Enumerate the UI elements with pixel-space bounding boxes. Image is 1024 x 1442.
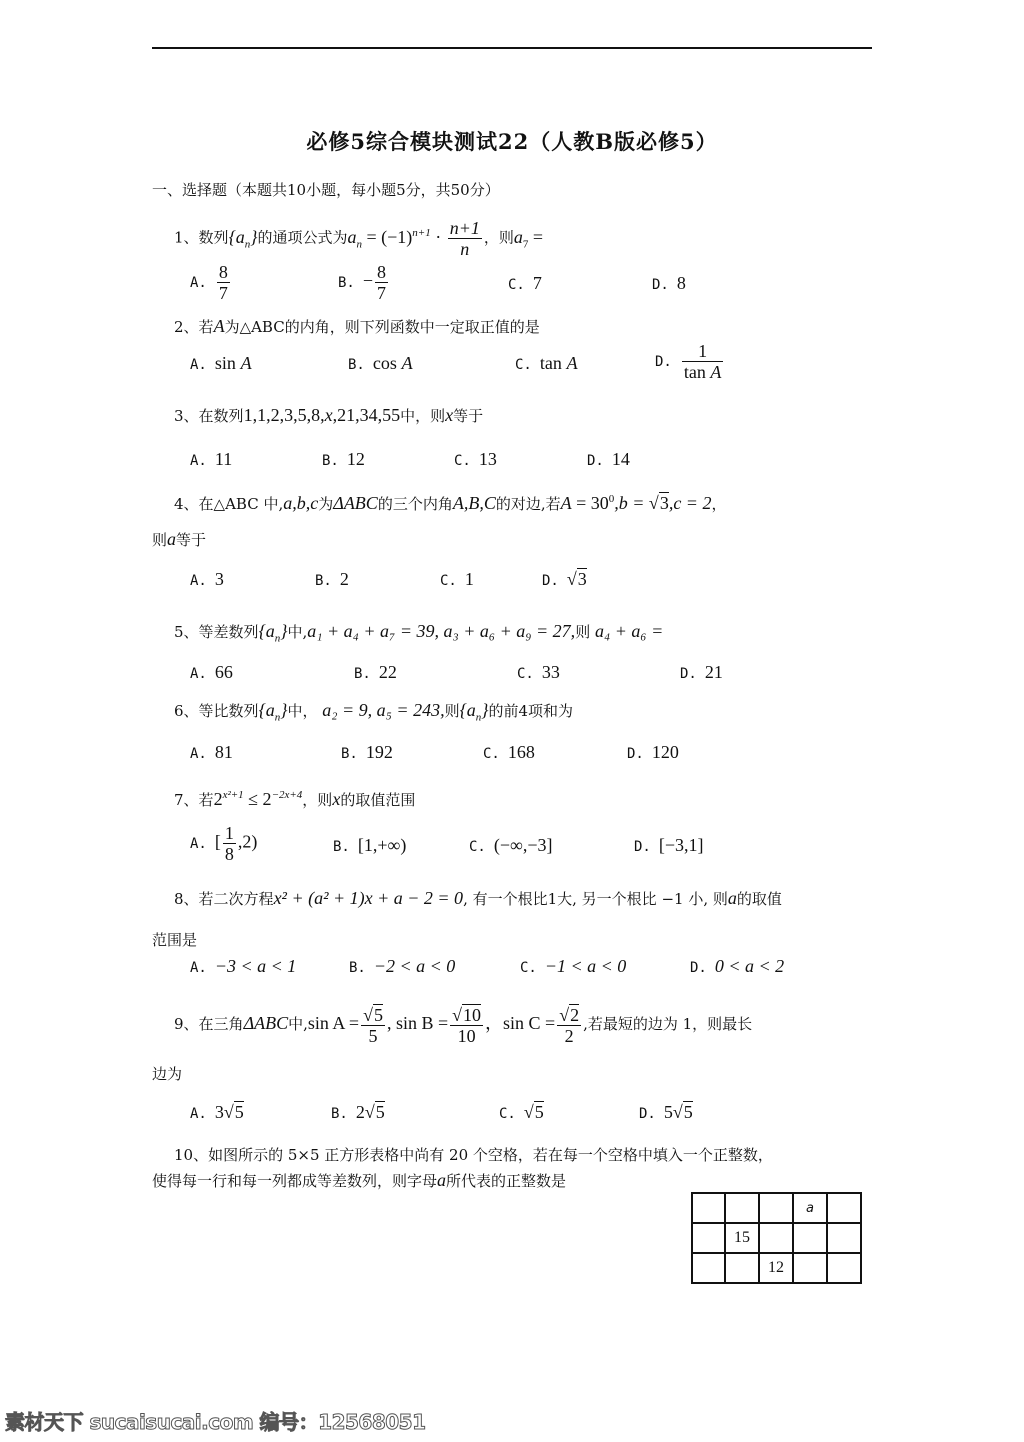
option-label: C.	[454, 453, 471, 469]
q3-option-c[interactable]	[454, 449, 497, 471]
q-text: 如图所示的 5×5 正方形表格中尚有 20 个空格，若在每一个空格中填入一个正整数，	[208, 1146, 773, 1164]
option-label: B.	[331, 1106, 348, 1122]
q2-option-c[interactable]	[515, 353, 578, 375]
option-sqrt: 5	[534, 1102, 544, 1122]
grid-cell	[725, 1193, 759, 1223]
q-text: 中,	[287, 623, 308, 641]
option-coef: 3	[214, 1102, 224, 1122]
q-text: 中，	[287, 702, 318, 720]
fraction	[217, 262, 230, 303]
math-var: a	[437, 1170, 447, 1190]
q-num: 3、	[174, 407, 199, 425]
option-value: 168	[507, 742, 535, 762]
question-6	[174, 700, 573, 728]
grid-row	[692, 1223, 861, 1253]
option-label: A.	[190, 666, 207, 682]
math-var: A	[213, 316, 225, 336]
option-label: D.	[652, 277, 669, 293]
option-label: C.	[483, 746, 500, 762]
frac-num: 8	[377, 262, 387, 282]
grid-cell	[759, 1223, 793, 1253]
option-bracket: [	[214, 831, 221, 852]
option-var: A	[566, 353, 578, 373]
q-num: 6、	[174, 702, 199, 720]
q-num: 2、	[174, 318, 199, 336]
option-label: D.	[655, 353, 672, 370]
frac-num: n+1	[449, 218, 480, 238]
frac-den: 7	[218, 283, 228, 303]
option-label: A.	[190, 274, 207, 291]
option-label: A.	[190, 453, 207, 469]
q-text: 中,	[288, 1015, 308, 1033]
option-value: 7	[532, 273, 542, 293]
option-label: B.	[341, 746, 358, 762]
fraction	[223, 823, 236, 864]
question-7	[174, 785, 415, 810]
q9-option-d[interactable]: D. 5√5	[639, 1102, 693, 1122]
math-exp: n+1	[412, 226, 431, 239]
math-angles: A,B,C	[452, 493, 496, 513]
fraction: $\frac{√5}{5}$	[363, 1004, 383, 1046]
option-label: A.	[190, 357, 207, 373]
math-sin-a: sin A =	[307, 1013, 360, 1033]
math-seq: {a	[459, 700, 476, 720]
q2-option-b[interactable]	[348, 353, 413, 375]
option-label: C.	[499, 1106, 516, 1122]
fraction	[448, 218, 482, 259]
q5-option-c[interactable]	[517, 662, 560, 684]
q1-option-c[interactable]	[508, 273, 542, 295]
option-label: B.	[349, 960, 366, 976]
grid-cell	[793, 1253, 827, 1283]
header-rule	[152, 47, 872, 49]
q6-option-d[interactable]	[627, 742, 679, 764]
q6-option-a[interactable]	[190, 742, 233, 764]
q1-option-d[interactable]	[652, 273, 686, 295]
math-vars: a,b,c	[283, 493, 319, 513]
question-1	[174, 218, 543, 259]
math-var: a	[727, 888, 737, 908]
option-value: 12	[346, 449, 365, 469]
frac-num: 2	[570, 1004, 580, 1025]
q3-option-b[interactable]	[322, 449, 365, 471]
q9-option-b[interactable]: B. 2√5	[331, 1102, 385, 1122]
math-sub: n	[274, 711, 281, 724]
q-text: ,若最短的边为 1，则最长	[583, 1015, 753, 1033]
q8-option-d[interactable]	[690, 956, 784, 978]
math-close: }	[280, 700, 288, 720]
question-10-line2	[152, 1170, 566, 1191]
math-sub: 7	[522, 238, 529, 251]
option-value: 14	[611, 449, 630, 469]
math-seq: {a	[228, 226, 245, 247]
math-sin-b: , sin B =	[386, 1013, 449, 1033]
option-value: 66	[214, 662, 233, 682]
q6-option-b[interactable]	[341, 742, 393, 764]
math-triangle: ΔABC	[333, 493, 378, 513]
math-var: x	[445, 405, 454, 425]
q-text: 的取值	[736, 890, 782, 908]
option-value: 81	[214, 742, 233, 762]
option-value: −2 < a < 0	[373, 956, 456, 976]
q-text: 若二次方程	[198, 890, 274, 908]
frac-den: n	[460, 239, 470, 259]
option-value: 13	[478, 449, 497, 469]
math-sin-c: ，sin C =	[485, 1013, 556, 1033]
q-text: ，则	[302, 791, 333, 809]
q-text: 数列	[198, 228, 229, 247]
q-text: 则	[444, 702, 460, 720]
grid-cell	[692, 1223, 725, 1253]
option-label: D.	[634, 839, 651, 855]
option-label: C.	[469, 839, 486, 855]
frac-num: 1	[224, 823, 234, 843]
q2-option-a[interactable]	[190, 353, 252, 375]
section-heading: 一、选择题（本题共10小题，每小题5分，共50分）	[152, 181, 500, 199]
option-label: D.	[639, 1106, 656, 1122]
question-4: 4、在△ABC 中,a,b,c为ΔABC的三个内角A,B,C的对边,若$A = 30^0,b = √3,c = 2$，	[174, 493, 727, 513]
question-8-line2: 范围是	[152, 931, 198, 949]
q-num: 10、	[174, 1146, 209, 1164]
option-label: C.	[515, 357, 532, 373]
q-text: ，则	[483, 228, 514, 247]
option-label: B.	[338, 274, 355, 291]
option-sqrt: 5	[683, 1102, 693, 1122]
q-text: 中，则	[400, 407, 446, 425]
option-label: C.	[508, 277, 525, 293]
frac-den: 2	[564, 1025, 574, 1046]
q7-option-d[interactable]	[634, 835, 704, 857]
option-value: 192	[365, 742, 393, 762]
option-coef: 2	[355, 1102, 365, 1122]
fraction	[682, 341, 724, 382]
q-text: 的对边,若	[495, 495, 561, 513]
q4-option-d[interactable]: D. √3	[542, 569, 587, 589]
frac-den: 8	[224, 844, 234, 864]
math-var: x	[332, 789, 341, 809]
q6-option-c[interactable]	[483, 742, 535, 764]
math-eq: = 30	[571, 493, 609, 513]
option-sign: −	[362, 270, 374, 291]
grid-cell	[827, 1253, 861, 1283]
frac-den-fn: tan	[683, 362, 706, 382]
math-eq: =	[528, 226, 544, 247]
option-label: A.	[190, 1106, 207, 1122]
number-grid	[691, 1192, 862, 1284]
q-text: ，	[711, 495, 727, 513]
q-text: 等差数列	[198, 623, 259, 641]
option-value: 33	[541, 662, 560, 682]
q-text: 为△ABC的内角，则下列函数中一定取正值的是	[224, 318, 540, 336]
option-sqrt: 5	[234, 1102, 244, 1122]
grid-cell	[692, 1253, 725, 1283]
question-5	[174, 621, 663, 649]
math-dot: ·	[430, 226, 446, 247]
grid-cell	[827, 1193, 861, 1223]
option-label: B.	[348, 357, 365, 373]
grid-cell	[827, 1223, 861, 1253]
grid-cell	[692, 1193, 725, 1223]
q-text: 等比数列	[198, 702, 259, 720]
q8-option-c[interactable]	[520, 956, 626, 978]
math-triangle: ΔABC	[243, 1013, 289, 1033]
q-text: 使得每一行和每一列都成等差数列，则字母	[152, 1172, 438, 1190]
q1-option-a[interactable]	[190, 262, 232, 303]
option-value: 21	[704, 662, 723, 682]
option-value: [−3,1]	[658, 835, 704, 855]
q5-option-d[interactable]	[680, 662, 723, 684]
q1-option-b[interactable]	[338, 262, 390, 303]
math-var: x	[324, 405, 333, 425]
option-sqrt: 3	[577, 569, 587, 589]
option-label: D.	[680, 666, 697, 682]
q-num: 9、	[174, 1015, 199, 1033]
question-9-line2: 边为	[152, 1065, 183, 1083]
q-text: 则	[575, 623, 591, 641]
option-sqrt: 5	[375, 1102, 385, 1122]
question-3	[174, 405, 483, 426]
option-label: D.	[542, 573, 559, 589]
math-lhs: a	[347, 226, 357, 247]
option-coef: 5	[663, 1102, 673, 1122]
math-rhs: a	[513, 226, 523, 247]
frac-den-var: A	[710, 362, 722, 382]
option-value: 22	[378, 662, 397, 682]
option-label: C.	[440, 573, 457, 589]
q-text: 等于	[453, 407, 484, 425]
math-seq: {a	[258, 621, 275, 641]
q5-option-b[interactable]	[354, 662, 397, 684]
q-num: 5、	[174, 623, 199, 641]
grid-cell	[793, 1223, 827, 1253]
option-value: (−∞,−3]	[493, 835, 553, 855]
math-sub: n	[475, 711, 482, 724]
q-text: 的通项公式为	[257, 228, 348, 247]
option-var: A	[240, 353, 252, 373]
q4-option-a[interactable]	[190, 569, 224, 591]
option-label: D.	[690, 960, 707, 976]
q-num: 7、	[174, 791, 199, 809]
q4-option-c[interactable]	[440, 569, 474, 591]
option-value: 1	[464, 569, 474, 589]
q9-option-a[interactable]: A. 3√5	[190, 1102, 244, 1122]
frac-num: 10	[463, 1004, 482, 1025]
frac-den: 7	[377, 283, 387, 303]
option-value: −3 < a < 1	[214, 956, 297, 976]
q-text: 的取值范围	[340, 791, 416, 809]
math-eq: ,b =	[614, 493, 649, 513]
math-eq: ,c = 2	[668, 493, 712, 513]
math-expr: a₂ = 9, a₅ = 243,	[322, 700, 445, 720]
q-num: 1、	[174, 228, 199, 247]
math-eq: = (−1)	[361, 226, 413, 247]
q-text: 在△ABC 中,	[198, 495, 284, 513]
frac-num: 1	[682, 341, 724, 362]
option-value: [1,+∞)	[357, 835, 407, 855]
q3-option-a[interactable]	[190, 449, 232, 471]
option-label: B.	[322, 453, 339, 469]
option-label: A.	[190, 835, 207, 852]
math-expr: a₁ + a₄ + a₇ = 39, a₃ + a₆ + a₉ = 27,	[307, 621, 576, 641]
q-text: 所代表的正整数是	[446, 1172, 567, 1190]
grid-cell	[725, 1253, 759, 1283]
math-seq: ,21,34,55	[332, 405, 401, 425]
option-label: C.	[520, 960, 537, 976]
q-text: 的前4项和为	[488, 702, 574, 720]
math-close: }	[250, 226, 258, 247]
option-fn: tan	[539, 353, 562, 373]
math-close: }	[481, 700, 489, 720]
q7-option-c[interactable]	[469, 835, 552, 857]
q-text: 若	[198, 318, 214, 336]
option-label: D.	[627, 746, 644, 762]
grid-cell: 12	[759, 1253, 793, 1283]
watermark: 素材天下 sucaisucai.com 编号：12568051	[5, 1410, 426, 1434]
math-var: A	[560, 493, 572, 513]
option-value: 0 < a < 2	[714, 956, 785, 976]
page-title: 必修5综合模块测试22（人教B版必修5）	[306, 129, 718, 154]
option-label: B.	[315, 573, 332, 589]
frac-den: 5	[368, 1025, 378, 1046]
option-fn: cos	[372, 353, 397, 373]
option-label: A.	[190, 573, 207, 589]
q7-option-b[interactable]	[333, 835, 406, 857]
option-fn: sin	[214, 353, 236, 373]
frac-den: 10	[457, 1025, 476, 1046]
option-label: C.	[517, 666, 534, 682]
question-8	[174, 888, 782, 909]
grid-cell	[759, 1193, 793, 1223]
math-seq: 1,1,2,3,5,8,	[243, 405, 325, 425]
frac-num: 8	[218, 262, 228, 282]
q-text: 的三个内角	[377, 495, 453, 513]
math-exp: x²+1	[222, 789, 244, 801]
math-expr: a₄ + a₆ =	[594, 621, 664, 641]
math-sup: 0	[608, 493, 615, 505]
math	[228, 226, 258, 251]
q5-option-a[interactable]	[190, 662, 233, 684]
question-4-line2	[152, 529, 206, 550]
q-text: 等于	[176, 531, 207, 549]
q8-option-b[interactable]	[349, 956, 455, 978]
question-2	[174, 316, 540, 337]
option-label: A.	[190, 746, 207, 762]
question-10	[174, 1145, 773, 1165]
math-sub: n	[356, 238, 362, 251]
option-label: A.	[190, 960, 207, 976]
q4-option-b[interactable]	[315, 569, 349, 591]
option-value: 8	[676, 273, 686, 293]
math-var: a	[167, 529, 177, 549]
q-text: 则	[152, 531, 168, 549]
grid-row	[692, 1253, 861, 1283]
q8-option-a[interactable]	[190, 956, 296, 978]
math-base: 2	[213, 789, 223, 809]
q-text: 在数列	[198, 407, 244, 425]
option-value: 2	[339, 569, 349, 589]
math-exp: −2x+4	[271, 789, 303, 801]
option-value: 120	[651, 742, 679, 762]
option-label: D.	[587, 453, 604, 469]
q-text: 在三角	[198, 1015, 244, 1033]
grid-row	[692, 1193, 861, 1223]
option-value: −1 < a < 0	[544, 956, 627, 976]
q9-option-c[interactable]: C. √5	[499, 1102, 544, 1122]
option-label: B.	[333, 839, 350, 855]
q7-option-a[interactable]	[190, 823, 257, 864]
fraction: $\frac{√10}{10}$	[452, 1004, 482, 1046]
math-seq: {a	[258, 700, 275, 720]
math-le: ≤ 2	[243, 789, 272, 809]
q2-option-d[interactable]	[655, 341, 725, 382]
q-text: 为	[318, 495, 334, 513]
q-text: 若	[198, 791, 214, 809]
frac-num: 5	[373, 1004, 383, 1025]
math-sub: n	[274, 632, 281, 645]
fraction: $\frac{√2}{2}$	[559, 1004, 580, 1046]
q-text: , 有一个根比1大, 另一个根比 −1 小, 则	[463, 890, 728, 908]
grid-cell: 15	[725, 1223, 759, 1253]
math-sqrt: 3	[659, 493, 669, 513]
math-sub: n	[244, 238, 251, 251]
q3-option-d[interactable]	[587, 449, 630, 471]
option-label: B.	[354, 666, 371, 682]
q-num: 4、	[174, 495, 199, 513]
math-close: }	[280, 621, 288, 641]
option-rest: ,2)	[237, 831, 258, 852]
math-expr: x² + (a² + 1)x + a − 2 = 0	[273, 888, 464, 908]
option-value: 3	[214, 569, 224, 589]
fraction	[375, 262, 388, 303]
question-9	[174, 1000, 752, 1047]
option-value: 11	[214, 449, 233, 469]
option-var: A	[401, 353, 413, 373]
q-num: 8、	[174, 890, 199, 908]
grid-cell: a	[793, 1193, 827, 1223]
